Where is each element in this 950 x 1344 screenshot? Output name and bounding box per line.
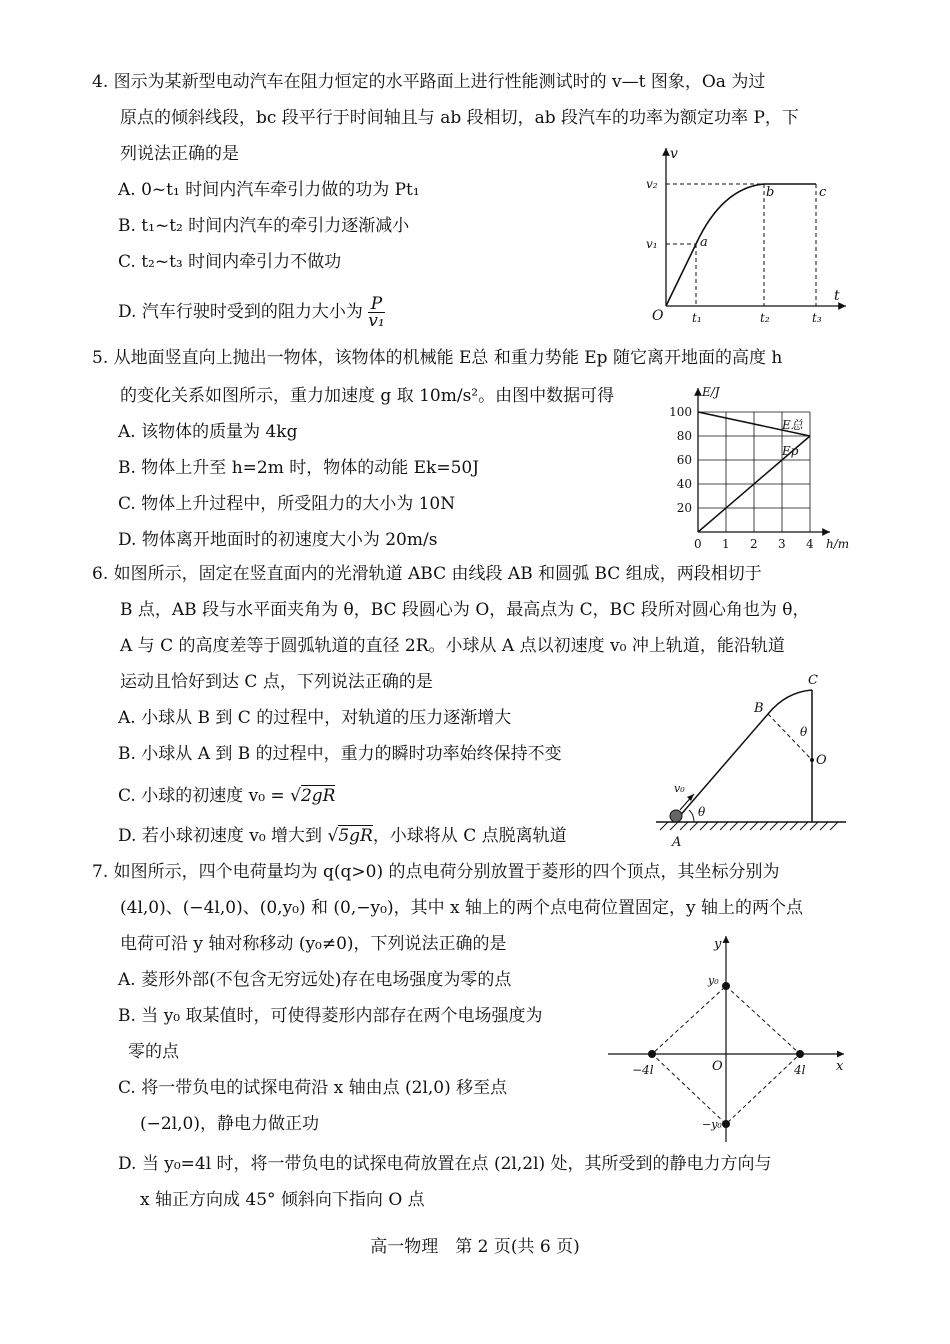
q6-stem-line3: A 与 C 的高度差等于圆弧轨道的直径 2R。小球从 A 点以初速度 v₀ 冲上轨道，能沿轨道 <box>120 636 785 656</box>
q6-stem-line2: B 点，AB 段与水平面夹角为 θ，BC 段圆心为 O，最高点为 C，BC 段所对圆心角也为 θ， <box>120 600 810 620</box>
q7-stem-line1: 7. 如图所示，四个电荷量均为 q(q>0) 的点电荷分别放置于菱形的四个顶点，其坐标分别为 <box>92 862 780 882</box>
q6-stem-line1: 6. 如图所示，固定在竖直面内的光滑轨道 ABC 由线段 AB 和圆弧 BC 组成，两段相切于 <box>92 564 762 584</box>
q5-xlabel: h/m <box>826 537 850 551</box>
q5-y-tick-label: 80 <box>676 429 692 443</box>
page-footer: 高一物理 第 2 页(共 6 页) <box>370 1237 580 1257</box>
q5-x-tick-label: 1 <box>722 537 730 551</box>
q4-option-b: B. t₁~t₂ 时间内汽车的牵引力逐渐减小 <box>118 216 410 236</box>
q4-point-a: a <box>700 235 708 250</box>
q4-stem-line2: 原点的倾斜线段，bc 段平行于时间轴且与 ab 段相切，ab 段汽车的功率为额定功率 P，下 <box>120 108 799 128</box>
q6-option-b: B. 小球从 A 到 B 的过程中，重力的瞬时功率始终保持不变 <box>118 744 562 764</box>
q6-arc-bc <box>768 690 812 714</box>
q5-y-tick-label: 60 <box>676 453 692 467</box>
q7-rhombus-figure <box>604 928 854 1150</box>
q7-option-d-line2: x 轴正方向成 45° 倾斜向下指向 O 点 <box>140 1190 425 1210</box>
q6-option-a: A. 小球从 B 到 C 的过程中，对轨道的压力逐渐增大 <box>118 708 512 728</box>
q5-y-tick-label: 20 <box>676 501 692 515</box>
q7-option-b-line1: B. 当 y₀ 取某值时，可使得菱形内部存在两个电场强度为 <box>118 1006 543 1026</box>
q7-stem-line2: (4l,0)、(−4l,0)、(0,y₀) 和 (0,−y₀)，其中 x 轴上的两个点电荷位置固定，y 轴上的两个点 <box>120 898 803 918</box>
q7-label-o: O <box>712 1059 723 1074</box>
q7-option-c-line2: (−2l,0)，静电力做正功 <box>140 1114 319 1134</box>
q5-option-d: D. 物体离开地面时的初速度大小为 20m/s <box>118 530 438 550</box>
q5-stem-line2: 的变化关系如图所示，重力加速度 g 取 10m/s²。由图中数据可得 <box>120 386 615 406</box>
q6-label-b: B <box>754 701 764 716</box>
q4-option-d-fraction <box>368 296 384 329</box>
q4-option-d-text: D. 汽车行驶时受到的阻力大小为 <box>118 302 363 322</box>
q7-charge-bottom <box>722 1120 730 1128</box>
q6-option-c-radicand: 2gR <box>300 786 336 806</box>
q6-option-d-text: D. 若小球初速度 v₀ 增大到 <box>118 826 323 846</box>
q4-point-b: b <box>766 185 775 200</box>
q6-stem-line4: 运动且恰好到达 C 点，下列说法正确的是 <box>120 672 433 692</box>
q5-stem-line1: 5. 从地面竖直向上抛出一物体，该物体的机械能 E总 和重力势能 Ep 随它离开地面的高度 h <box>92 348 783 368</box>
q7-label-neg-4l: −4l <box>632 1063 654 1077</box>
q4-label-t2: t₂ <box>760 311 770 325</box>
q7-charge-top <box>722 982 730 990</box>
q4-vt-curve <box>666 184 816 306</box>
q6-label-o: O <box>816 753 827 768</box>
q4-label-v1: v₁ <box>646 237 658 251</box>
q6-label-c: C <box>808 673 818 688</box>
q4-option-c: C. t₂~t₃ 时间内牵引力不做功 <box>118 252 342 272</box>
q5-ylabel: E/J <box>702 385 720 399</box>
q7-option-a: A. 菱形外部(不包含无穷远处)存在电场强度为零的点 <box>118 970 512 990</box>
q7-option-b-line2: 零的点 <box>128 1042 179 1062</box>
q6-option-d-tail: ，小球将从 C 点脱离轨道 <box>372 826 567 846</box>
q4-fraction-numerator: P <box>368 296 384 313</box>
sqrt-icon: √ <box>290 786 301 806</box>
q5-option-a: A. 该物体的质量为 4kg <box>118 422 298 442</box>
q6-option-c-text: C. 小球的初速度 v₀ = <box>118 786 285 806</box>
q5-option-c: C. 物体上升过程中，所受阻力的大小为 10N <box>118 494 456 514</box>
q4-label-t1: t₁ <box>692 311 702 325</box>
q4-vt-graph <box>630 140 860 330</box>
q4-option-a: A. 0~t₁ 时间内汽车牵引力做的功为 Pt₁ <box>118 180 420 200</box>
q7-label-y0: y₀ <box>708 974 719 987</box>
q5-energy-chart <box>660 382 860 554</box>
q7-charge-left <box>648 1050 656 1058</box>
q4-stem-line3: 列说法正确的是 <box>120 144 239 164</box>
q7-label-4l: 4l <box>794 1063 806 1077</box>
q4-fraction-denominator: v₁ <box>368 311 385 331</box>
q4-option-d <box>118 296 385 329</box>
q7-label-neg-y0: −y₀ <box>702 1118 722 1131</box>
q7-option-c-line1: C. 将一带负电的试探电荷沿 x 轴由点 (2l,0) 移至点 <box>118 1078 508 1098</box>
sqrt-icon: √ <box>327 826 339 846</box>
q6-label-theta-bottom: θ <box>698 805 706 819</box>
q6-label-theta-top: θ <box>800 725 808 739</box>
q5-y-tick-label: 40 <box>676 477 692 491</box>
q6-option-d-radicand: 5gR <box>338 826 373 846</box>
q4-label-origin: O <box>652 308 664 324</box>
q7-option-d-line1: D. 当 y₀=4l 时，将一带负电的试探电荷放置在点 (2l,2l) 处，其所受到的静电力方向与 <box>118 1154 772 1174</box>
q6-ground-hatch <box>660 822 838 830</box>
q4-label-v2: v₂ <box>646 177 658 191</box>
q4-stem-line1: 4. 图示为某新型电动汽车在阻力恒定的水平路面上进行性能测试时的 v—t 图象，Oa 为过 <box>92 72 766 92</box>
q7-label-y: y <box>714 937 722 952</box>
q6-option-c <box>118 784 335 808</box>
q4-label-v: v <box>670 146 678 162</box>
q5-series-label-total: E总 <box>782 417 803 432</box>
q7-charge-right <box>796 1050 804 1058</box>
q6-track-figure <box>650 670 850 850</box>
q5-x-tick-label: 2 <box>750 537 758 551</box>
q7-stem-line3: 电荷可沿 y 轴对称移动 (y₀≠0)，下列说法正确的是 <box>120 934 507 954</box>
q5-x-tick-label: 0 <box>694 537 702 551</box>
q5-series-label-potential: Ep <box>782 444 799 459</box>
q6-ball <box>670 810 682 822</box>
q5-option-b: B. 物体上升至 h=2m 时，物体的动能 Ek=50J <box>118 458 480 478</box>
q6-option-d <box>118 824 567 848</box>
q4-label-t: t <box>834 288 840 304</box>
q5-y-tick-label: 100 <box>669 405 692 419</box>
q6-label-v0: v₀ <box>674 782 685 795</box>
q6-incline-ab <box>678 714 768 818</box>
q7-label-x: x <box>836 1059 844 1074</box>
q6-center-o <box>810 758 814 762</box>
q4-point-c: c <box>819 185 827 200</box>
q5-x-tick-label: 4 <box>806 537 814 551</box>
q6-angle-arc-a <box>689 810 694 822</box>
q4-label-t3: t₃ <box>812 311 822 325</box>
q5-x-tick-label: 3 <box>778 537 786 551</box>
q6-label-a: A <box>672 835 682 850</box>
